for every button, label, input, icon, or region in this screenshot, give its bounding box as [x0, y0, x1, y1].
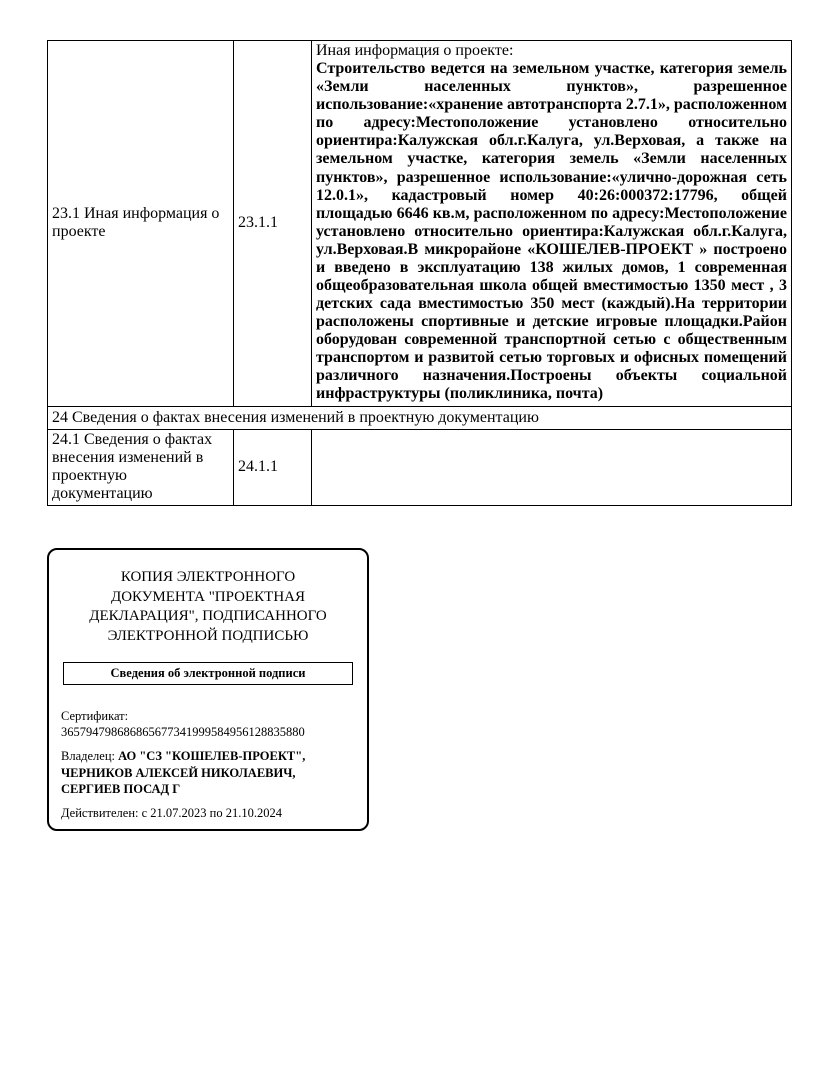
row-code-24-1-1: 24.1.1 — [234, 429, 312, 505]
declaration-table — [47, 40, 792, 506]
electronic-signature-stamp — [47, 548, 369, 831]
table-row-24-1 — [48, 429, 792, 505]
owner-label: Владелец: — [61, 749, 115, 764]
signature-info-header-box — [63, 662, 353, 685]
row-label-24-1: 24.1 Сведения о фактах внесения изменений в проектную документацию — [48, 429, 234, 505]
owner-block — [61, 748, 355, 797]
row-content-23-1-1 — [312, 41, 792, 407]
content-body-text: Строительство ведется на земельном участке, категория земель «Земли населенных пунктов», разрешенное использование:«хранение автотранспорта 2.7.1», расположенном по адресу:Местоположение установлено относительно ориентира:Калужская обл.г.Калуга, ул.Верховая, а также на земельном участке, категория земель «Земли населенных пунктов», разрешенное использование:«улично-дорожная сеть 12.0.1», кадастровый номер 40:26:000372:17796, общей площадью 6646 кв.м, расположенном по адресу:Местоположение установлено относительно ориентира:Калужская обл.г.Калуга, ул.Верховая.В микрорайоне «КОШЕЛЕВ-ПРОЕКТ » построено и введено в эксплуатацию 138 жилых домов, 1 современная общеобразовательная школа общей вместимостью 1350 мест , 3 детских сада вместимостью 350 мест (каждый).На территории расположены спортивные и детские игровые площадки.Район оборудован современной транспортной сетью с общественным транспортом и развитой сетью торговых и офисных помещений различного назначения.Построены объекты социальной инфраструктуры (поликлиника, почта) — [316, 60, 787, 403]
certificate-label: Сертификат: — [61, 709, 129, 723]
table-row-23-1 — [48, 41, 792, 407]
section-header-row-24 — [48, 406, 792, 429]
row-label-23-1: 23.1 Иная информация о проекте — [48, 41, 234, 407]
certificate-number: 365794798686865677341999584956128835880 — [61, 724, 305, 739]
row-content-24-1-1-empty — [312, 429, 792, 505]
stamp-title: КОПИЯ ЭЛЕКТРОННОГО ДОКУМЕНТА "ПРОЕКТНАЯ ДЕКЛАРАЦИЯ", ПОДПИСАННОГО ЭЛЕКТРОННОЙ ПОДПИСЬЮ — [89, 569, 327, 644]
validity-line: Действителен: с 21.07.2023 по 21.10.2024 — [61, 806, 282, 820]
section-header-24: 24 Сведения о фактах внесения изменений в проектную документацию — [48, 406, 792, 429]
certificate-block — [61, 709, 355, 740]
signature-info-header-label: Сведения об электронной подписи — [110, 666, 306, 680]
owner-value: АО "СЗ "КОШЕЛЕВ-ПРОЕКТ", ЧЕРНИКОВ АЛЕКСЕЙ НИКОЛАЕВИЧ, СЕРГИЕВ ПОСАД Г — [61, 749, 306, 796]
content-intro-line: Иная информация о проекте: — [316, 42, 514, 59]
row-code-23-1-1: 23.1.1 — [234, 41, 312, 407]
